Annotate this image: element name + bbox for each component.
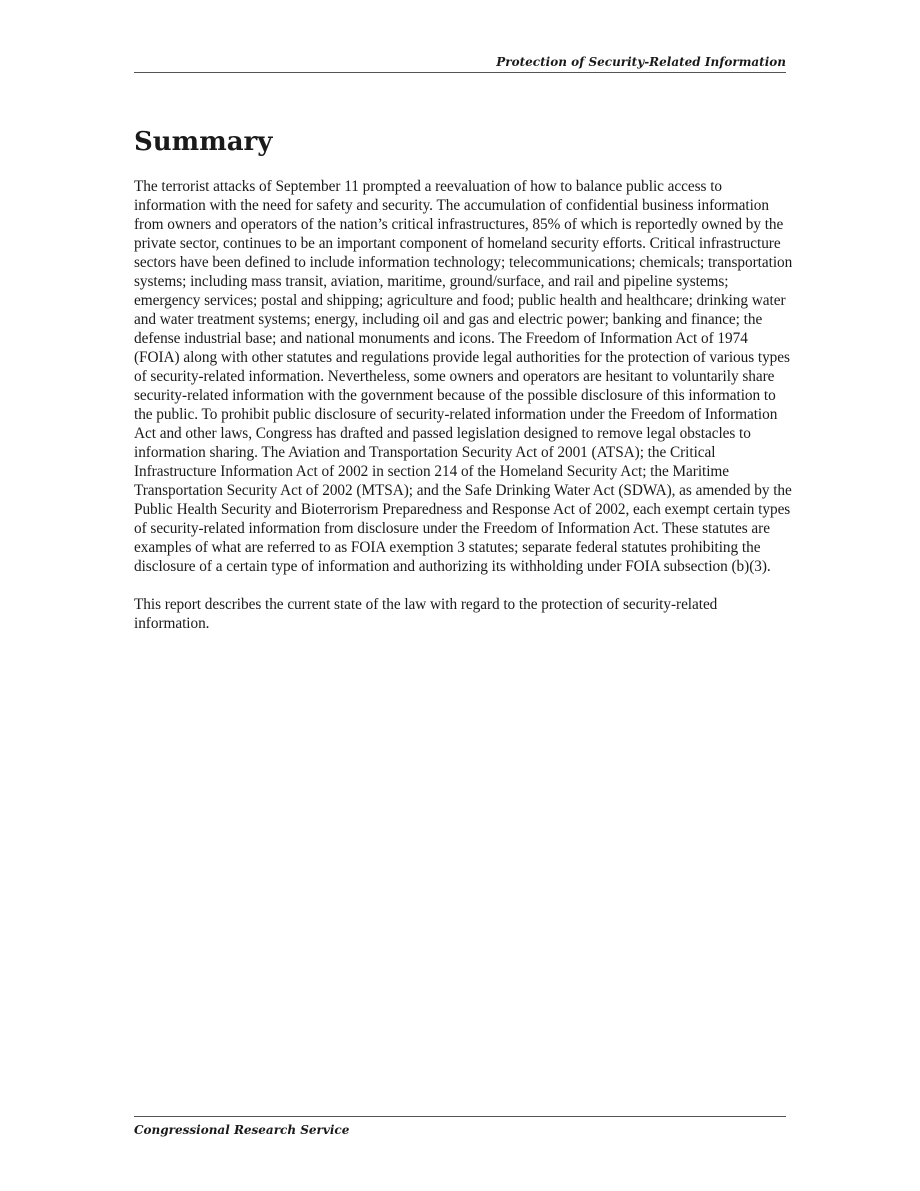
footer-organization: Congressional Research Service [134, 1123, 350, 1137]
summary-paragraph-1: The terrorist attacks of September 11 prompted a reevaluation of how to balance public access to information with the need for safety and security. The accumulation of confidential business information from owners and operators of the nation’s critical infrastructures, 85% of which is reportedly owned by the private sector, continues to be an important component of homeland security efforts. Critical infrastructure sectors have been defined to include information technology; telecommunications; chemicals; transportation systems; including mass transit, aviation, maritime, ground/surface, and rail and pipeline systems; emergency services; postal and shipping; agriculture and food; public health and healthcare; drinking water and water treatment systems; energy, including oil and gas and electric power; banking and finance; the defense industrial base; and national monuments and icons. The Freedom of Information Act of 1974 (FOIA) along with other statutes and regulations provide legal authorities for the protection of various types of security-related information. Nevertheless, some owners and operators are hesitant to voluntarily share security-related information with the government because of the possible disclosure of this information to the public. To prohibit public disclosure of security-related information under the Freedom of Information Act and other laws, Congress has drafted and passed legislation designed to remove legal obstacles to information sharing. The Aviation and Transportation Security Act of 2001 (ATSA); the Critical Infrastructure Information Act of 2002 in section 214 of the Homeland Security Act; the Maritime Transportation Security Act of 2002 (MTSA); and the Safe Drinking Water Act (SDWA), as amended by the Public Health Security and Bioterrorism Preparedness and Response Act of 2002, each exempt certain types of security-related information from disclosure under the Freedom of Information Act. These statutes are examples of what are referred to as FOIA exemption 3 statutes; separate federal statutes prohibiting the disclosure of a certain type of information and authorizing its withholding under FOIA subsection (b)(3). [134, 178, 793, 575]
summary-body [134, 177, 794, 652]
summary-paragraph-2: This report describes the current state of the law with regard to the protection of security-related information. [134, 596, 718, 632]
running-footer [134, 1116, 786, 1138]
running-header-title: Protection of Security-Related Information [496, 55, 786, 69]
running-header [134, 52, 786, 73]
page-title: Summary [134, 127, 273, 157]
